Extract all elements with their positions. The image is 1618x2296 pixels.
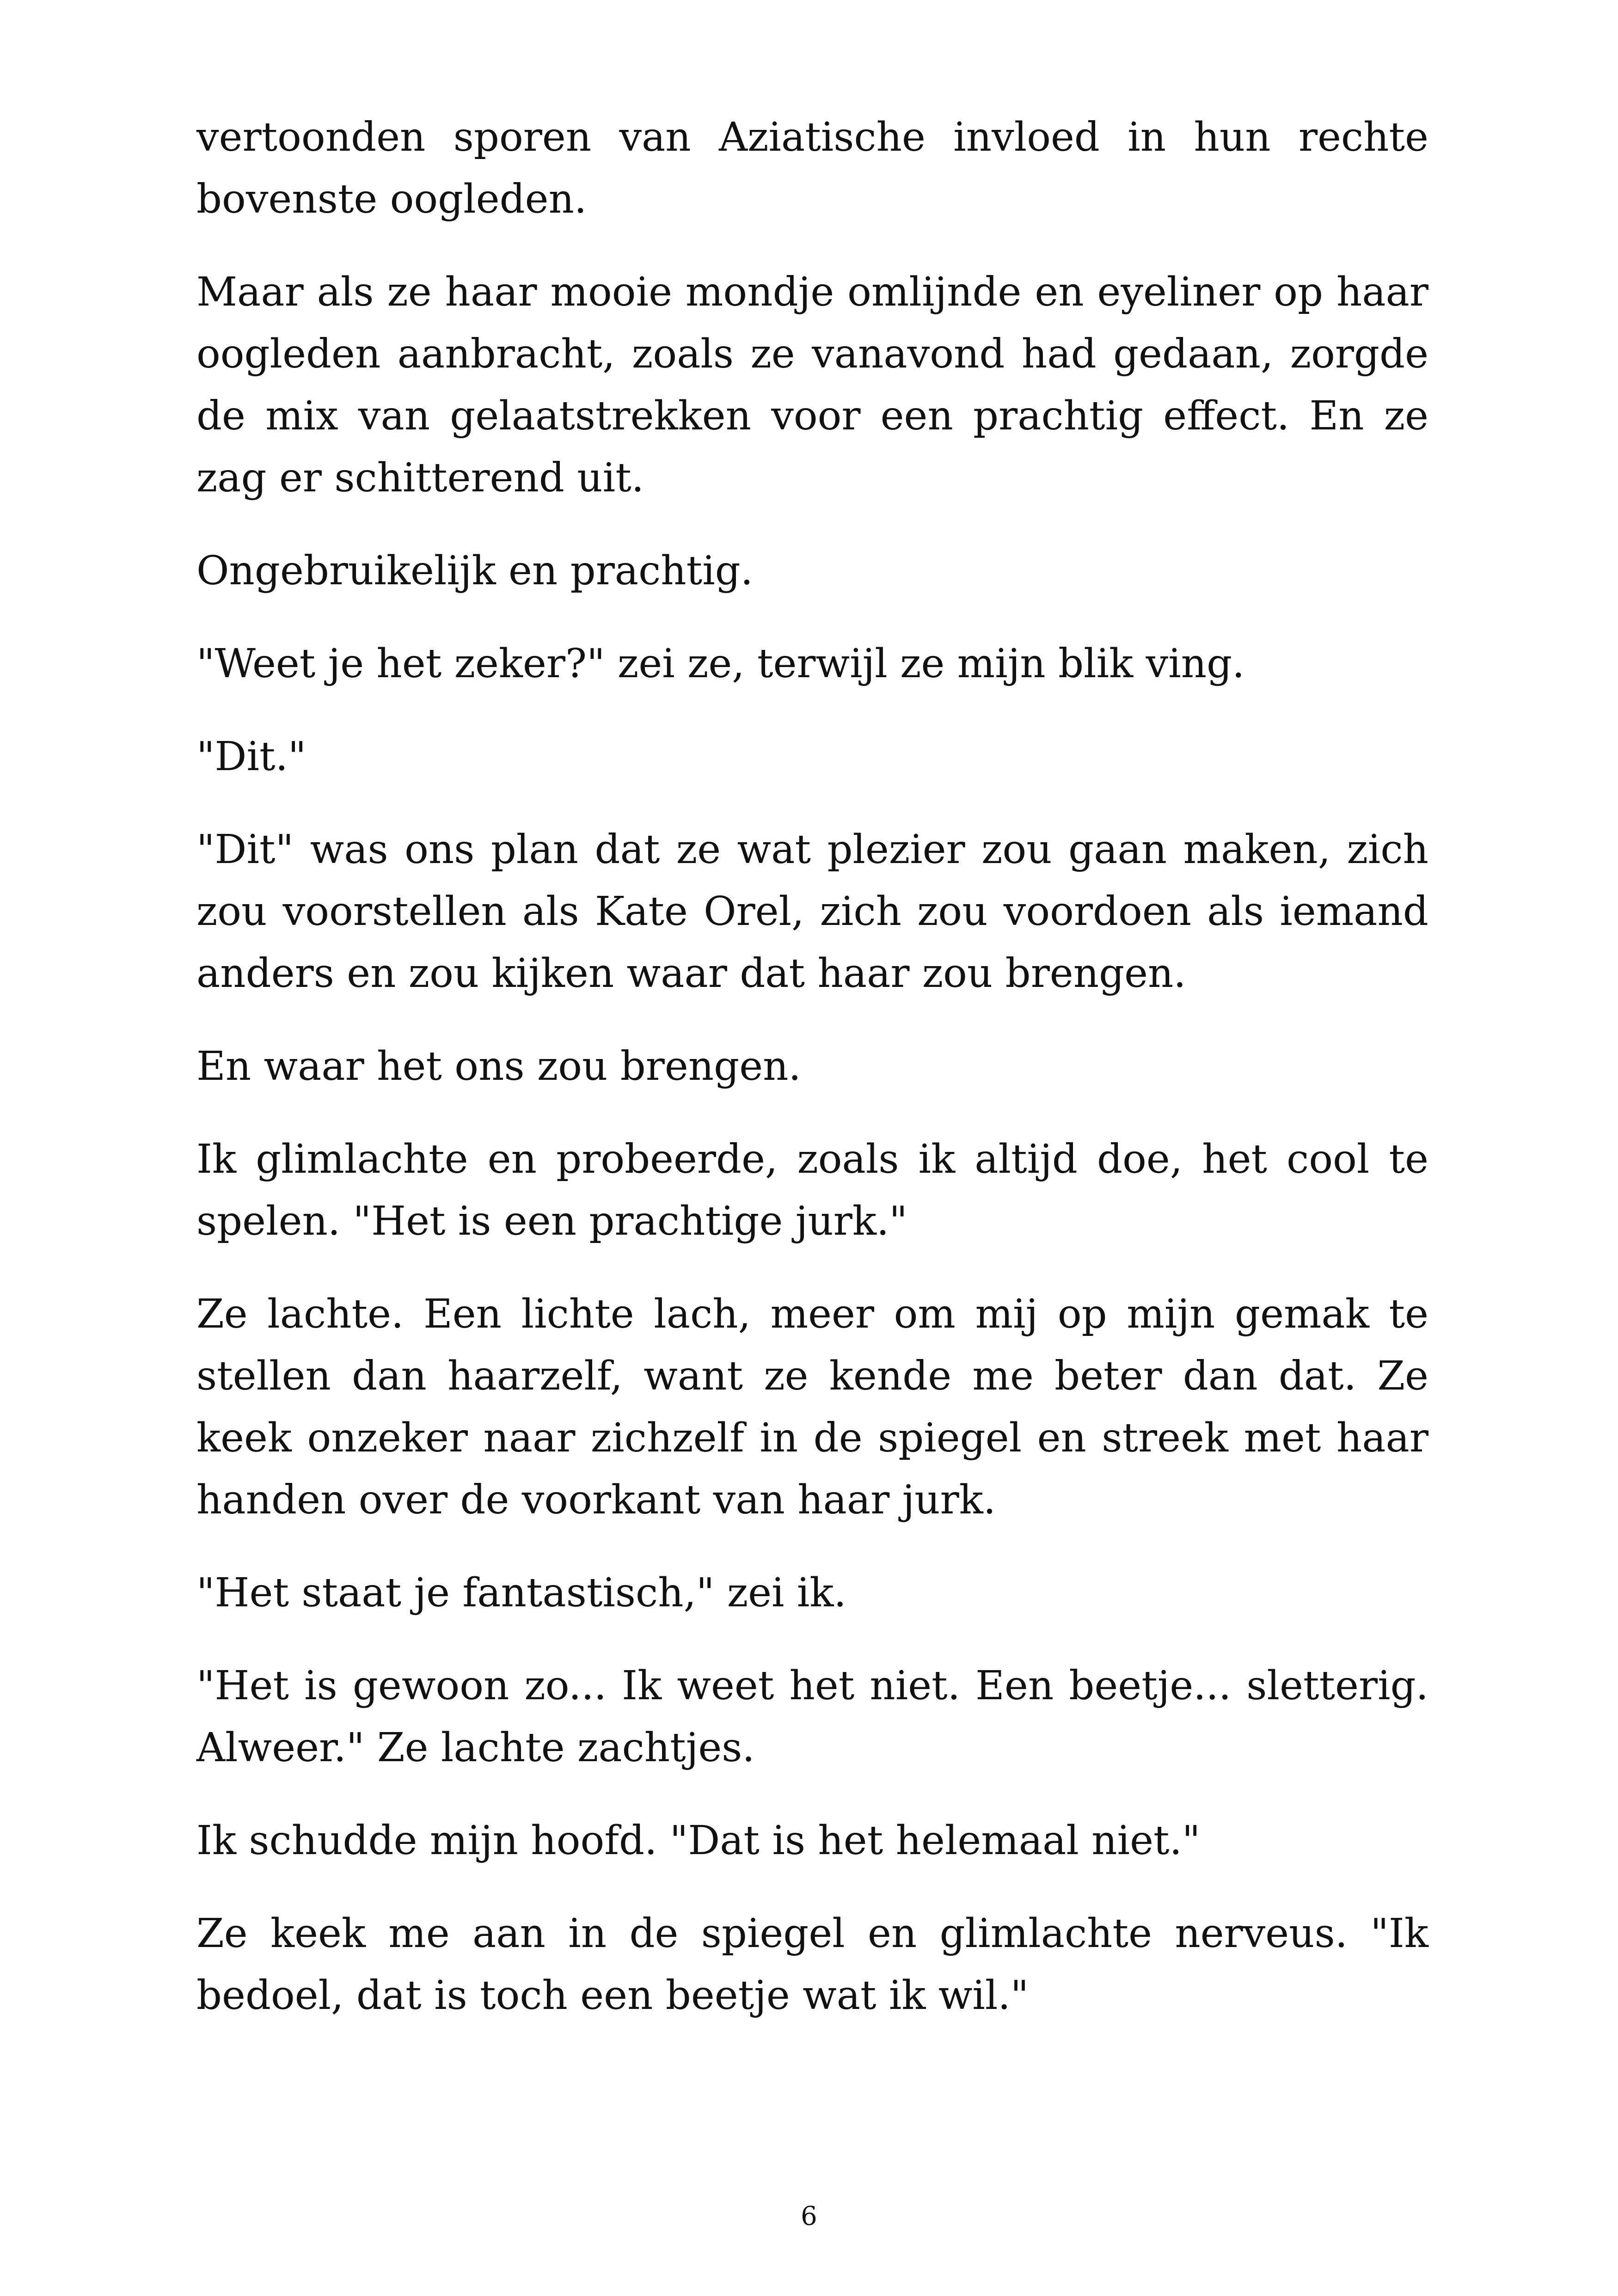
page-number: 6 — [801, 2201, 817, 2231]
body-text — [196, 106, 1428, 2057]
paragraph-1: vertoonden sporen van Aziatische invloed in hun rechte bovenste oogleden. — [196, 114, 1428, 222]
paragraph-10: "Het staat je fantastisch," zei ik. — [196, 1570, 846, 1616]
paragraph-7: En waar het ons zou brengen. — [196, 1043, 801, 1090]
paragraph-3: Ongebruikelijk en prachtig. — [196, 548, 754, 594]
paragraph-4: "Weet je het zeker?" zei ze, terwijl ze mijn blik ving. — [196, 641, 1245, 687]
paragraph-13: Ze keek me aan in de spiegel en glimlachte nerveus. "Ik bedoel, dat is toch een beetje wat ik wil." — [196, 1910, 1428, 2019]
paragraph-2: Maar als ze haar mooie mondje omlijnde en eyeliner op haar oogleden aanbracht, zoals ze vanavond had gedaan, zorgde de mix van gelaatstrekken voor een prachtig effect. En ze zag er schitterend uit. — [196, 269, 1428, 501]
paragraph-12: Ik schudde mijn hoofd. "Dat is het helemaal niet." — [196, 1818, 1201, 1864]
paragraph-9: Ze lachte. Een lichte lach, meer om mij op mijn gemak te stellen dan haarzelf, want ze kende me beter dan dat. Ze keek onzeker naar zichzelf in de spiegel en streek met haar handen over de voorkant van haar jurk. — [196, 1291, 1428, 1523]
paragraph-5: "Dit." — [196, 734, 306, 780]
paragraph-6: "Dit" was ons plan dat ze wat plezier zou gaan maken, zich zou voorstellen als Kate Orel, zich zou voordoen als iemand anders en zou kijken waar dat haar zou brengen. — [196, 827, 1428, 997]
paragraph-8: Ik glimlachte en probeerde, zoals ik altijd doe, het cool te spelen. "Het is een prachtige jurk." — [196, 1136, 1428, 1244]
paragraph-11: "Het is gewoon zo... Ik weet het niet. Een beetje... sletterig. Alweer." Ze lachte zachtjes. — [196, 1663, 1428, 1771]
